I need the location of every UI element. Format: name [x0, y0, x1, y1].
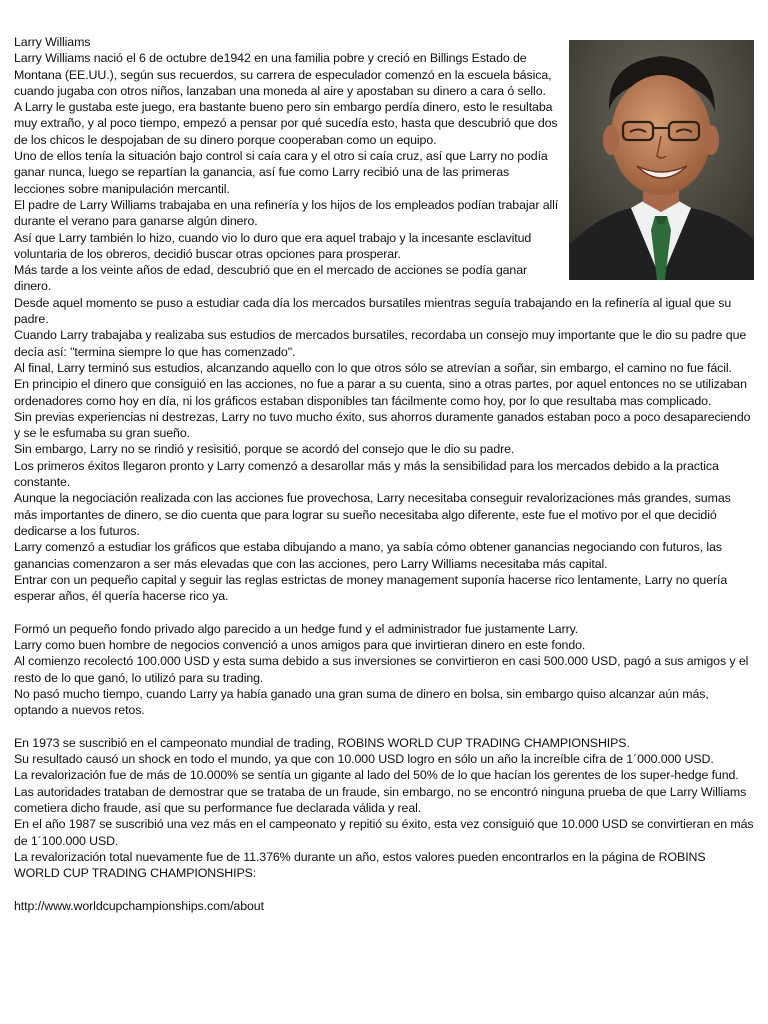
paragraph: Aunque la negociación realizada con las acciones fue provechosa, Larry necesitaba conseguir revalorizaciones más grandes, sumas más importantes de dinero, se dio cuenta que para lograr su sueño necesitaba algo diferente, este fue el motivo por el que decidió dedicarse a los futuros.: [14, 491, 731, 538]
paragraph: En 1973 se suscribió en el campeonato mundial de trading, ROBINS WORLD CUP TRADING CHAMPIONSHIPS.: [14, 735, 630, 750]
paragraph: Larry Williams nació el 6 de octubre de1942 en una familia pobre y creció en Billings Estado de Montana (EE.UU.), según sus recuerdos, su carrera de especulador comenzó en la escuela básica, cuando jugaba con otros niños, lanzaban una moneda al aire y apostaban su dinero a cara ó sello.: [14, 51, 552, 98]
url-text: http://www.worldcupchampionships.com/about: [14, 898, 264, 913]
paragraph: Al final, Larry terminó sus estudios, alcanzando aquello con lo que otros sólo se atrevían a soñar, sin embargo, el camino no fue fácil.: [14, 360, 732, 375]
portrait-photo: [569, 40, 754, 280]
paragraph: Su resultado causó un shock en todo el mundo, ya que con 10.000 USD logro en sólo un año la increíble cifra de 1´000.000 USD.: [14, 752, 714, 767]
paragraph: Cuando Larry trabajaba y realizaba sus estudios de mercados bursatiles, recordaba un consejo muy importante que le dio su padre que decía así: "termina siempre lo que has comenzado".: [14, 328, 747, 359]
paragraph: Larry como buen hombre de negocios convenció a unos amigos para que invirtieran dinero en este fondo.: [14, 637, 586, 652]
paragraph: Uno de ellos tenía la situación bajo control si caía cara y el otro si caía cruz, así que Larry no podía ganar nunca, luego se repartían la ganancia, así fue como Larry recibió una de las primeras lecciones sobre manipulación mercantil.: [14, 149, 548, 196]
paragraph: Las autoridades trataban de demostrar que se trataba de un fraude, sin embargo, no se encontró ninguna prueba de que Larry Williams cometiera dicho fraude, así que su performance fue declarada válida y real.: [14, 784, 747, 815]
paragraph: En principio el dinero que consiguió en las acciones, no fue a parar a su cuenta, sino a otras partes, por aquel entonces no se utilizaban ordenadores como hoy en día, ni los gráficos estaban disponibles tan fácilmente como hoy, por lo que resultaba mas complicado.: [14, 377, 747, 408]
paragraph: Desde aquel momento se puso a estudiar cada día los mercados bursatiles mientras seguía trabajando en la refinería al igual que su padre.: [14, 295, 732, 327]
paragraph: Sin embargo, Larry no se rindió y resisitió, porque se acordó del consejo que le dio su padre.: [14, 442, 515, 457]
section-hedge-fund: [14, 621, 754, 719]
document-body: [14, 34, 754, 914]
paragraph: La revalorización total nuevamente fue de 11.376% durante un año, estos valores pueden encontrarlos en la página de ROBINS WORLD CUP TRADING CHAMPIONSHIPS:: [14, 849, 706, 881]
spacer: [14, 881, 754, 897]
section-championships: [14, 735, 754, 882]
paragraph: Larry comenzó a estudiar los gráficos que estaba dibujando a mano, ya sabía cómo obtener ganancias negociando con futuros, las ganancias comenzaron a ser más elevadas que con las acciones, pero Larry Williams necesitaba más capital.: [14, 540, 722, 571]
paragraph: Así que Larry también lo hizo, cuando vio lo duro que era aquel trabajo y la incesante esclavitud voluntaria de los obreros, decidió buscar otras opciones para prosperar.: [14, 230, 532, 261]
spacer: [14, 604, 754, 620]
document-title: Larry Williams: [14, 35, 91, 49]
paragraph: La revalorización fue de más de 10.000% se sentía un gigante al lado del 50% de lo que hacían los gerentes de los super-hedge fund.: [14, 768, 739, 783]
paragraph: No pasó mucho tiempo, cuando Larry ya había ganado una gran suma de dinero en bolsa, sin embargo quiso alcanzar aún más, optando a nuevos retos.: [14, 686, 709, 718]
paragraph: En el año 1987 se suscribió una vez más en el campeonato y repitió su éxito, esta vez consiguió que 10.000 USD se convirtieran en más de 1´100.000 USD.: [14, 817, 754, 848]
spacer: [14, 718, 754, 734]
paragraph: Más tarde a los veinte años de edad, descubrió que en el mercado de acciones se podía ganar dinero.: [14, 263, 528, 294]
paragraph: El padre de Larry Williams trabajaba en una refinería y los hijos de los empleados podían trabajar allí durante el verano para ganarse algún dinero.: [14, 197, 559, 229]
paragraph: A Larry le gustaba este juego, era bastante bueno pero sin embargo perdía dinero, esto le resultaba muy extraño, y al poco tiempo, empezó a pensar por qué sucedía esto, hasta que descubrió que dos de los chicos le despojaban de su dinero porque cooperaban como un equipo.: [14, 100, 558, 147]
paragraph: Sin previas experiencias ni destrezas, Larry no tuvo mucho éxito, sus ahorros duramente ganados estaban poco a poco desapareciendo y se le esfumaba su gran sueño.: [14, 409, 751, 441]
paragraph: Los primeros éxitos llegaron pronto y Larry comenzó a desarollar más y más la sensibilidad para los mercados debido a la practica constante.: [14, 458, 719, 490]
paragraph: Entrar con un pequeño capital y seguir las reglas estrictas de money management suponía hacerse rico lentamente, Larry no quería esperar años, él quería hacerse rico ya.: [14, 572, 728, 604]
paragraph: Al comienzo recolectó 100.000 USD y esta suma debido a sus inversiones se convirtieron en casi 500.000 USD, pagó a sus amigos y el resto de lo que ganó, lo utilizó para su trading.: [14, 654, 749, 685]
paragraph: Formó un pequeño fondo privado algo parecido a un hedge fund y el administrador fue justamente Larry.: [14, 621, 579, 636]
